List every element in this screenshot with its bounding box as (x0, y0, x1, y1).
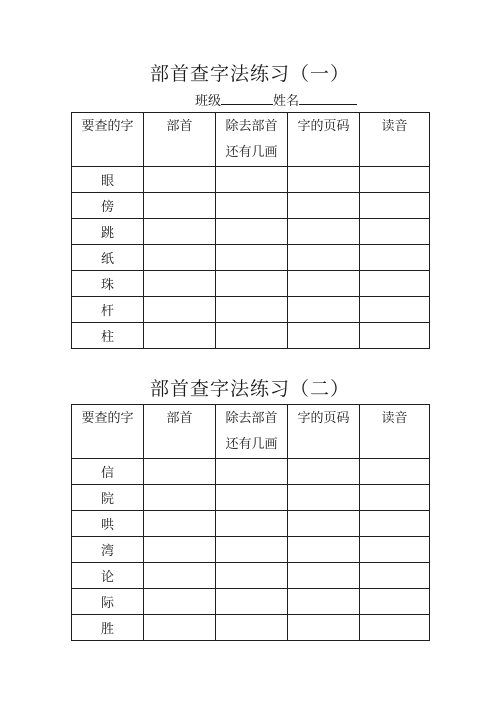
strokes-cell[interactable] (216, 511, 288, 537)
table-row (72, 615, 430, 641)
table-row (72, 459, 430, 485)
header-char: 要查的字 (72, 405, 144, 459)
strokes-cell[interactable] (216, 245, 288, 271)
strokes-cell[interactable] (216, 485, 288, 511)
header-radical: 部首 (144, 405, 216, 459)
page-cell[interactable] (288, 615, 360, 641)
pronunciation-cell[interactable] (360, 219, 430, 245)
strokes-cell[interactable] (216, 459, 288, 485)
page-cell[interactable] (288, 193, 360, 219)
char-cell: 杆 (72, 297, 144, 323)
char-cell: 跳 (72, 219, 144, 245)
strokes-cell[interactable] (216, 219, 288, 245)
pronunciation-cell[interactable] (360, 245, 430, 271)
pronunciation-cell[interactable] (360, 485, 430, 511)
header-strokes-line1: 除去部首 (225, 119, 278, 134)
pronunciation-cell[interactable] (360, 589, 430, 615)
table-row (72, 537, 430, 563)
page-cell[interactable] (288, 459, 360, 485)
table-row (72, 589, 430, 615)
class-name-line (195, 91, 357, 111)
pronunciation-cell[interactable] (360, 167, 430, 193)
table-row (72, 219, 430, 245)
table-row (72, 271, 430, 297)
page-cell[interactable] (288, 219, 360, 245)
char-cell: 眼 (72, 167, 144, 193)
header-strokes-line2: 还有几画 (225, 145, 278, 160)
radical-cell[interactable] (144, 271, 216, 297)
char-cell: 胜 (72, 615, 144, 641)
table-row (72, 563, 430, 589)
radical-cell[interactable] (144, 589, 216, 615)
char-cell: 院 (72, 485, 144, 511)
strokes-cell[interactable] (216, 193, 288, 219)
name-label: 姓名 (273, 94, 300, 109)
char-cell: 柱 (72, 323, 144, 349)
strokes-cell[interactable] (216, 615, 288, 641)
page-cell[interactable] (288, 563, 360, 589)
worksheet-title-2: 部首查字法练习（二） (149, 378, 350, 400)
pronunciation-cell[interactable] (360, 297, 430, 323)
header-pronunciation: 读音 (360, 113, 430, 167)
pronunciation-cell[interactable] (360, 563, 430, 589)
pronunciation-cell[interactable] (360, 459, 430, 485)
page-cell[interactable] (288, 511, 360, 537)
char-cell: 傍 (72, 193, 144, 219)
header-radical: 部首 (144, 113, 216, 167)
table-row (72, 485, 430, 511)
name-blank (299, 91, 357, 105)
header-page: 字的页码 (288, 113, 360, 167)
page-cell[interactable] (288, 167, 360, 193)
class-label: 班级 (195, 94, 222, 109)
table-row (72, 323, 430, 349)
radical-cell[interactable] (144, 245, 216, 271)
char-cell: 论 (72, 563, 144, 589)
char-cell: 信 (72, 459, 144, 485)
header-strokes (216, 405, 288, 459)
table-body-2 (72, 459, 430, 641)
strokes-cell[interactable] (216, 167, 288, 193)
radical-cell[interactable] (144, 167, 216, 193)
radical-cell[interactable] (144, 563, 216, 589)
page-cell[interactable] (288, 271, 360, 297)
table-body-1 (72, 167, 430, 349)
char-cell: 纸 (72, 245, 144, 271)
page-cell[interactable] (288, 537, 360, 563)
table-row (72, 511, 430, 537)
radical-cell[interactable] (144, 323, 216, 349)
table-row (72, 167, 430, 193)
worksheet-title-1: 部首查字法练习（一） (149, 63, 350, 85)
table-row (72, 193, 430, 219)
header-page: 字的页码 (288, 405, 360, 459)
practice-table-1 (71, 112, 430, 349)
radical-cell[interactable] (144, 485, 216, 511)
radical-cell[interactable] (144, 615, 216, 641)
class-blank (221, 91, 273, 105)
char-cell: 珠 (72, 271, 144, 297)
pronunciation-cell[interactable] (360, 193, 430, 219)
radical-cell[interactable] (144, 511, 216, 537)
radical-cell[interactable] (144, 297, 216, 323)
page-cell[interactable] (288, 323, 360, 349)
char-cell: 湾 (72, 537, 144, 563)
strokes-cell[interactable] (216, 537, 288, 563)
header-pronunciation: 读音 (360, 405, 430, 459)
radical-cell[interactable] (144, 219, 216, 245)
strokes-cell[interactable] (216, 589, 288, 615)
strokes-cell[interactable] (216, 563, 288, 589)
radical-cell[interactable] (144, 193, 216, 219)
header-char: 要查的字 (72, 113, 144, 167)
radical-cell[interactable] (144, 459, 216, 485)
pronunciation-cell[interactable] (360, 537, 430, 563)
strokes-cell[interactable] (216, 297, 288, 323)
table-row (72, 297, 430, 323)
page-cell[interactable] (288, 485, 360, 511)
table-row (72, 245, 430, 271)
pronunciation-cell[interactable] (360, 271, 430, 297)
strokes-cell[interactable] (216, 271, 288, 297)
table-header-row (72, 405, 430, 459)
pronunciation-cell[interactable] (360, 511, 430, 537)
pronunciation-cell[interactable] (360, 323, 430, 349)
header-strokes-line2: 还有几画 (225, 437, 278, 452)
strokes-cell[interactable] (216, 323, 288, 349)
char-cell: 哄 (72, 511, 144, 537)
page-cell[interactable] (288, 297, 360, 323)
header-strokes-line1: 除去部首 (225, 411, 278, 426)
header-strokes (216, 113, 288, 167)
page-cell[interactable] (288, 589, 360, 615)
pronunciation-cell[interactable] (360, 615, 430, 641)
page-cell[interactable] (288, 245, 360, 271)
char-cell: 际 (72, 589, 144, 615)
table-header-row (72, 113, 430, 167)
radical-cell[interactable] (144, 537, 216, 563)
practice-table-2 (71, 404, 430, 641)
